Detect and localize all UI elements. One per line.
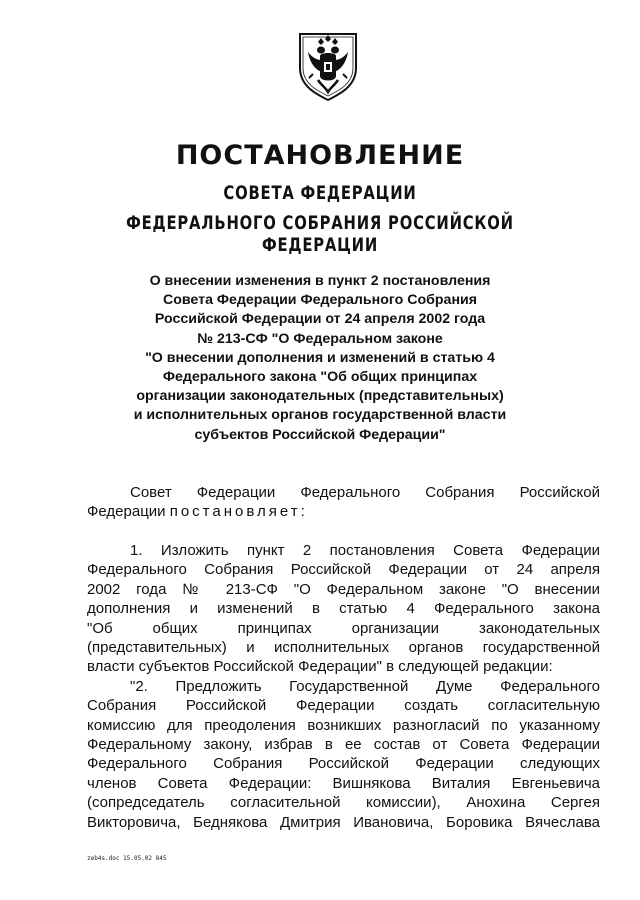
item2-line: членов Совета Федерации: Вишнякова Виталия Евгеньевича [87,774,600,792]
russian-coat-of-arms-icon [296,30,360,102]
preamble-paragraph [87,483,600,522]
item1-line: 2002 года № 213-СФ "О Федеральном законе "О внесении [87,580,600,598]
item2-line: "2. Предложить Государственной Думе Федерального [130,677,600,695]
item2-line: Федерального Собрания Российской Федерации следующих [87,755,600,773]
document-title: ПОСТАНОВЛЕНИЕ [175,140,465,171]
item2-line: Федеральному закону, избрав в ее состав от Совета Федерации [87,736,600,754]
subject-line: Совета Федерации Федерального Собрания [162,292,478,309]
preamble-line: Совет Федерации Федерального Собрания Российской [130,484,600,501]
preamble-decree-word: постановляет: [169,503,308,521]
item1-line: власти субъектов Российской Федерации" в следующей редакции: [87,658,553,676]
item2-line: Собрания Российской Федерации создать согласительную [87,697,600,715]
item1-line: Федерального Собрания Российской Федерации от 24 апреля [87,561,600,579]
resolution-body [87,541,600,832]
preamble-text: Федерации [87,503,166,521]
subject-line: и исполнительных органов государственной власти [133,407,507,424]
item2-line: (сопредседатель согласительной комиссии), Анохина Сергея [87,794,600,812]
item2-line: Викторовича, Беднякова Дмитрия Ивановича, Боровика Вячеслава [87,813,600,831]
subject-line: Российской Федерации от 24 апреля 2002 года [154,311,486,328]
subject-line: № 213-СФ "О Федеральном законе [197,330,443,347]
subject-line: субъектов Российской Федерации" [194,426,446,443]
document-subtitle-2: ФЕДЕРАЛЬНОГО СОБРАНИЯ РОССИЙСКОЙ ФЕДЕРАЦИИ [126,212,514,256]
subject-line: организации законодательных (представительных) [136,388,504,405]
item1-line: (представительных) и исполнительных органов государственной [87,639,600,657]
item1-line: "Об общих принципах организации законодательных [87,619,600,637]
document-subtitle-1: СОВЕТА ФЕДЕРАЦИИ [223,182,417,204]
subject-line: Федерального закона "Об общих принципах [162,369,478,386]
preamble-line [87,502,600,521]
resolution-subject [120,272,520,445]
subject-line: О внесении изменения в пункт 2 постановления [149,273,491,289]
item1-line: дополнения и изменений в статью 4 Федерального закона [87,600,600,618]
file-reference-footer: zeb4s.doc 15.05.02 845 [87,855,167,862]
item2-line: комиссию для преодоления возникших разногласий по указанному [87,716,600,734]
subject-line: "О внесении дополнения и изменений в статью 4 [145,349,495,366]
item1-line: 1. Изложить пункт 2 постановления Совета Федерации [130,542,600,559]
